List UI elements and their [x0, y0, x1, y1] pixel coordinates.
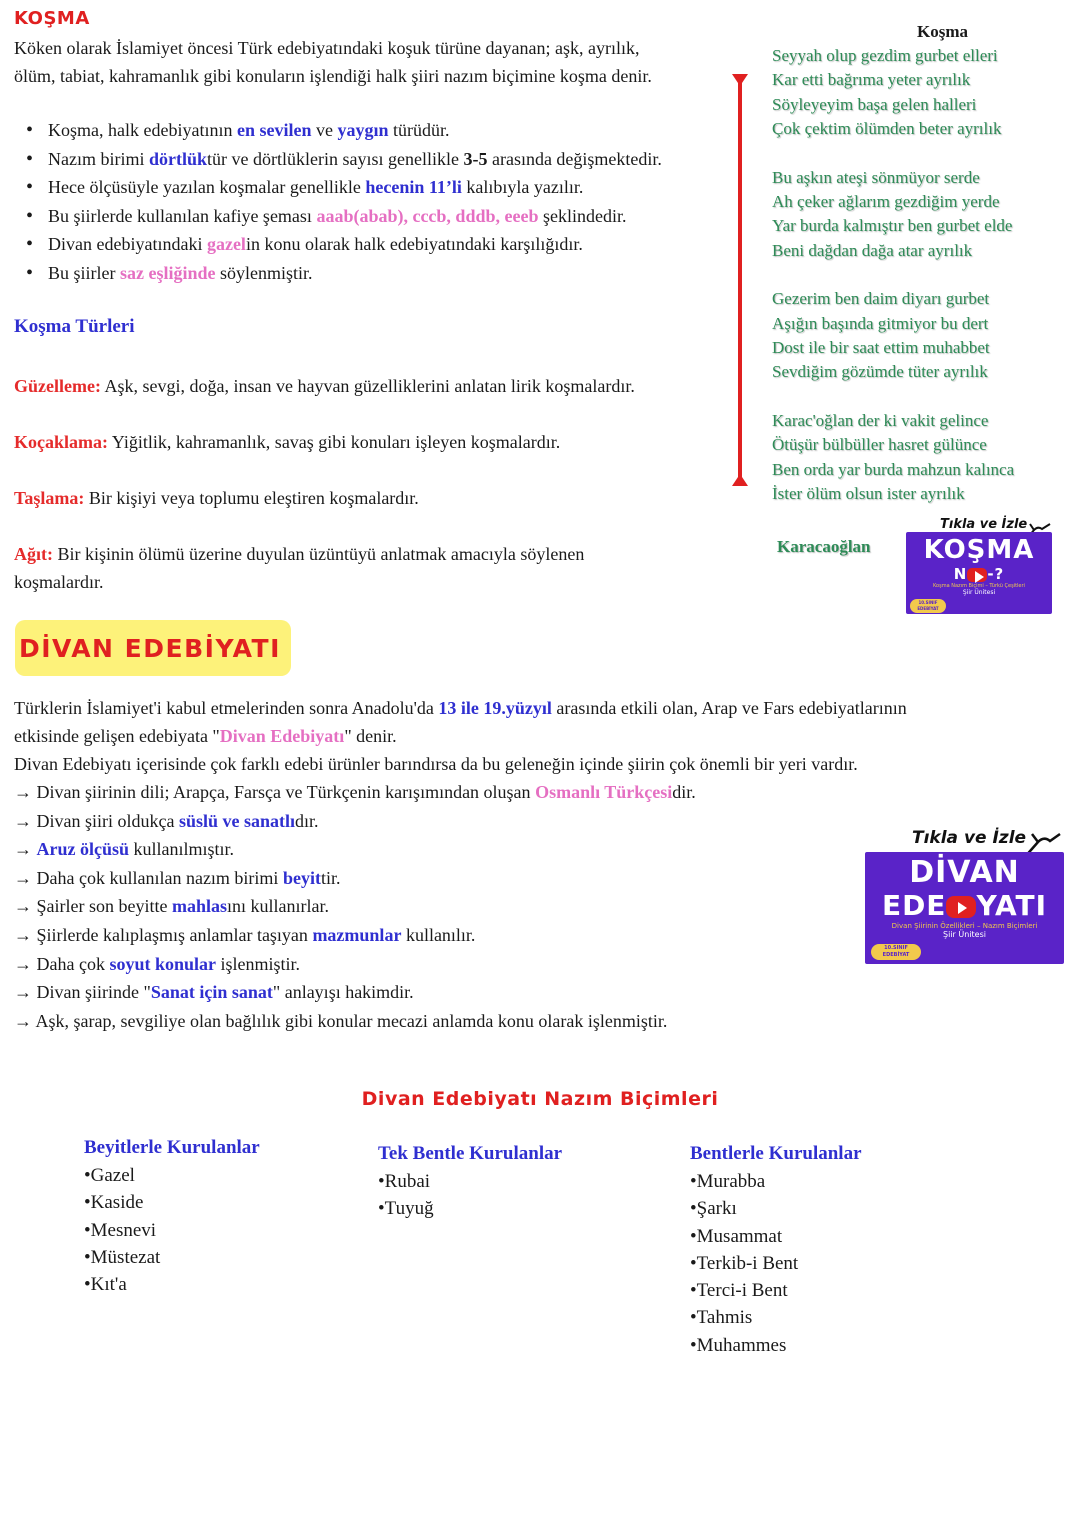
kosma-intro-line-1: Köken olarak İslamiyet öncesi Türk edebiyatındaki koşuk türüne dayanan; aşk, ayrılık,	[14, 38, 640, 58]
forms-title: Divan Edebiyatı Nazım Biçimleri	[361, 1088, 719, 1110]
list-item: •Tahmis	[690, 1307, 753, 1329]
divan-features-list	[14, 778, 854, 1035]
list-item: •Murabba	[690, 1171, 766, 1192]
type-guzelleme: Güzelleme: Aşk, sevgi, doğa, insan ve hayvan güzelliklerini anlatan lirik koşmalardır.	[14, 376, 635, 396]
kosma-features-list	[14, 116, 744, 287]
divan-intro-line-1: Türklerin İslamiyet'i kabul etmelerinden sonra Anadolu'da 13 ile 19.yüzyıl arasında etkili olan, Arap ve Fars edebiyatlarının	[14, 698, 907, 718]
list-item: •Terci-i Bent	[690, 1280, 788, 1302]
kosma-types-heading: Koşma Türleri	[14, 316, 135, 337]
list-item: •Musammat	[690, 1225, 783, 1247]
list-item: → Daha çok kullanılan nazım birimi beyittir.	[14, 867, 341, 888]
watch-label-kosma: Tıkla ve İzle	[940, 517, 1028, 532]
type-agit: Ağıt: Bir kişinin ölümü üzerine duyulan üzüntüyü anlatmak amacıyla söylenen koşmalardır.	[14, 544, 585, 592]
divan-heading-badge	[15, 620, 291, 676]
column-heading: Beyitlerle Kurulanlar	[84, 1137, 260, 1158]
thumb-desc: Koşma Nazım Biçimi – Türkü Çeşitleri	[933, 583, 1025, 589]
list-item: → Divan şiirinin dili; Arapça, Farsça ve Türkçenin karışımından oluşan Osmanlı Türkçesidir.	[14, 782, 696, 802]
column-heading: Bentlerle Kurulanlar	[690, 1143, 862, 1164]
list-item: • Bu şiirlerde kullanılan kafiye şeması aaab(abab), cccb, dddb, eeeb şeklindedir.	[14, 202, 744, 231]
list-item: • Koşma, halk edebiyatının en sevilen ve yaygın türüdür.	[14, 116, 744, 145]
list-item: → Divan şiirinde "Sanat için sanat" anlayışı hakimdir.	[14, 982, 414, 1003]
list-item: • Divan edebiyatındaki gazelin konu olarak halk edebiyatındaki karşılığıdır.	[14, 230, 744, 259]
kosma-heading: KOŞMA	[14, 8, 90, 29]
forms-column-tek-bent	[378, 1140, 638, 1223]
video-thumbnail-divan[interactable]	[865, 852, 1064, 964]
poem-title: Koşma	[917, 22, 968, 41]
list-item: •Kıt'a	[84, 1274, 127, 1296]
list-item: → Divan şiiri oldukça süslü ve sanatlıdır.	[14, 810, 319, 831]
list-item: → Aruz ölçüsü kullanılmıştır.	[14, 839, 235, 860]
list-item: •Mesnevi	[84, 1219, 157, 1241]
list-item: • Bu şiirler saz eşliğinde söylenmiştir.	[14, 259, 744, 288]
forms-column-bentler	[690, 1140, 970, 1359]
list-item: •Rubai	[378, 1171, 431, 1192]
play-icon	[946, 896, 976, 918]
divan-intro-line-2: etkisinde gelişen edebiyata "Divan Edebiyatı" denir.	[14, 726, 397, 746]
divan-heading: DİVAN EDEBİYATI	[19, 634, 281, 663]
thumb-title-divan: DİVAN	[909, 855, 1020, 890]
kosma-intro-line-2: ölüm, tabiat, kahramanlık gibi konuların işlendiği halk şiiri nazım biçimine koşma denir.	[14, 66, 652, 86]
thumb-subtitle-row: N -?	[953, 565, 1005, 583]
list-item: •Gazel	[84, 1165, 135, 1186]
list-item: •Kaside	[84, 1192, 144, 1214]
forms-column-beyit	[84, 1134, 344, 1298]
poem	[772, 44, 1072, 507]
list-item: → Şiirlerde kalıplaşmış anlamlar taşıyan mazmunlar kullanılır.	[14, 924, 476, 945]
thumb-unit: Şiir Ünitesi	[943, 930, 986, 939]
kosma-intro	[14, 34, 734, 90]
list-item: •Tuyuğ	[378, 1198, 434, 1220]
thumb-subtitle-row: EDE YATI	[881, 889, 1048, 922]
poem-stanza-2: Bu aşkın ateşi sönmüyor serde Ah çeker ağlarım gezdiğim yerde Yar burda kalmıştır ben gurbet elde Beni dağdan dağa atar ayrılık	[772, 167, 1013, 260]
poem-stanza-4: Karac'oğlan der ki vakit gelince Ötüşür bülbüller hasret gülünce Ben orda yar burda mahzun kalınca İster ölüm olsun ister ayrılık	[772, 410, 1015, 504]
poem-stanza-1: Seyyah olup gezdim gurbet elleri Kar etti bağrıma yeter ayrılık Söyleyeyim başa gelen halleri Çok çektim ölümden beter ayrılık	[772, 46, 1002, 139]
thumb-unit: Şiir Ünitesi	[962, 589, 996, 596]
column-heading: Tek Bentle Kurulanlar	[378, 1143, 563, 1164]
list-item: •Müstezat	[84, 1246, 161, 1268]
video-thumbnail-kosma[interactable]	[906, 532, 1052, 614]
poem-stanza-3: Gezerim ben daim diyarı gurbet Aşığın başında gitmiyor bu dert Dost ile bir saat ettim muhabbet Sevdiğim gözümde tüter ayrılık	[772, 289, 990, 382]
vertical-divider	[730, 72, 750, 490]
list-item: → Şairler son beyitte mahlasını kullanırlar.	[14, 896, 329, 917]
list-item: •Muhammes	[690, 1334, 787, 1356]
poem-author: Karacaoğlan	[777, 537, 871, 556]
grade-tag: 10.SINIF EDEBİYAT	[910, 599, 946, 613]
grade-tag: 10.SINIF EDEBİYAT	[871, 944, 921, 960]
play-icon	[967, 568, 987, 582]
thumb-title-kosma: KOŞMA	[923, 535, 1035, 565]
watch-label-divan: Tıkla ve İzle	[912, 828, 1027, 848]
thumb-desc: Divan Şiirinin Özellikleri – Nazım Biçimleri	[891, 922, 1038, 930]
divan-intro	[14, 694, 1074, 778]
list-item: • Hece ölçüsüyle yazılan koşmalar genellikle hecenin 11’li kalıbıyla yazılır.	[14, 173, 744, 202]
type-kocaklama: Koçaklama: Yiğitlik, kahramanlık, savaş gibi konuları işleyen koşmalardır.	[14, 432, 561, 452]
type-taslama: Taşlama: Bir kişiyi veya toplumu eleştiren koşmalardır.	[14, 488, 419, 508]
list-item: •Şarkı	[690, 1198, 737, 1220]
list-item: •Terkib-i Bent	[690, 1252, 799, 1274]
list-item: • Nazım birimi dörtlüktür ve dörtlüklerin sayısı genellikle 3-5 arasında değişmektedir.	[14, 145, 744, 174]
divan-intro-line-3: Divan Edebiyatı içerisinde çok farklı edebi ürünler barındırsa da bu geleneğin içinde şiirin çok önemli bir yeri vardır.	[14, 754, 858, 774]
list-item: → Daha çok soyut konular işlenmiştir.	[14, 953, 301, 974]
list-item: → Aşk, şarap, sevgiliye olan bağlılık gibi konular mecazi anlamda konu olarak işlenmiştir.	[14, 1010, 668, 1031]
